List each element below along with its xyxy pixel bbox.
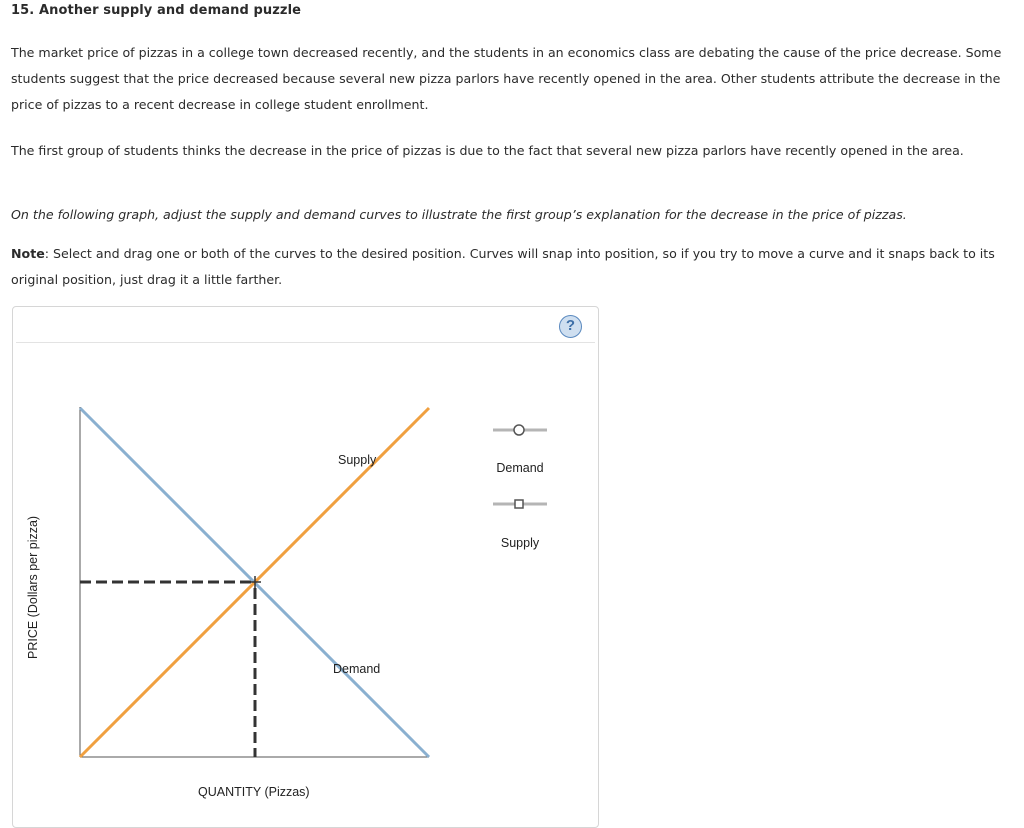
legend-demand-label: Demand xyxy=(496,461,544,475)
problem-title: 15. Another supply and demand puzzle xyxy=(11,3,302,18)
note xyxy=(11,241,1011,293)
demand-curve-label: Demand xyxy=(333,662,381,676)
graph-panel xyxy=(12,306,599,828)
legend-demand-tool[interactable] xyxy=(493,425,547,475)
supply-curve-label: Supply xyxy=(338,453,377,467)
note-label: Note xyxy=(11,246,45,261)
circle-handle-icon[interactable] xyxy=(514,425,524,435)
y-axis-label: PRICE (Dollars per pizza) xyxy=(26,515,40,659)
first-group-explanation: The first group of students thinks the decrease in the price of pizzas is due to the fact that several new pizza parlors have recently opened in the area. xyxy=(11,143,964,158)
help-button[interactable]: ? xyxy=(559,315,582,338)
legend-supply-tool[interactable] xyxy=(493,500,547,550)
legend-supply-label: Supply xyxy=(500,536,540,550)
square-handle-icon[interactable] xyxy=(515,500,523,508)
note-text: : Select and drag one or both of the curves to the desired position. Curves will snap into position, so if you try to move a curve and it snaps back to its original position, just drag it a little farther. xyxy=(11,246,995,287)
problem-intro: The market price of pizzas in a college town decreased recently, and the students in an economics class are debating the cause of the price decrease. Some students suggest that the price decreased because several new pizza parlors have recently opened in the area. Other students attribute the decrease in the price of pizzas to a recent decrease in college student enrollment. xyxy=(11,45,1002,112)
x-axis-label: QUANTITY (Pizzas) xyxy=(198,785,310,799)
graph-instruction: On the following graph, adjust the supply and demand curves to illustrate the first group’s explanation for the decrease in the price of pizzas. xyxy=(11,207,907,222)
supply-demand-graph xyxy=(13,307,598,827)
